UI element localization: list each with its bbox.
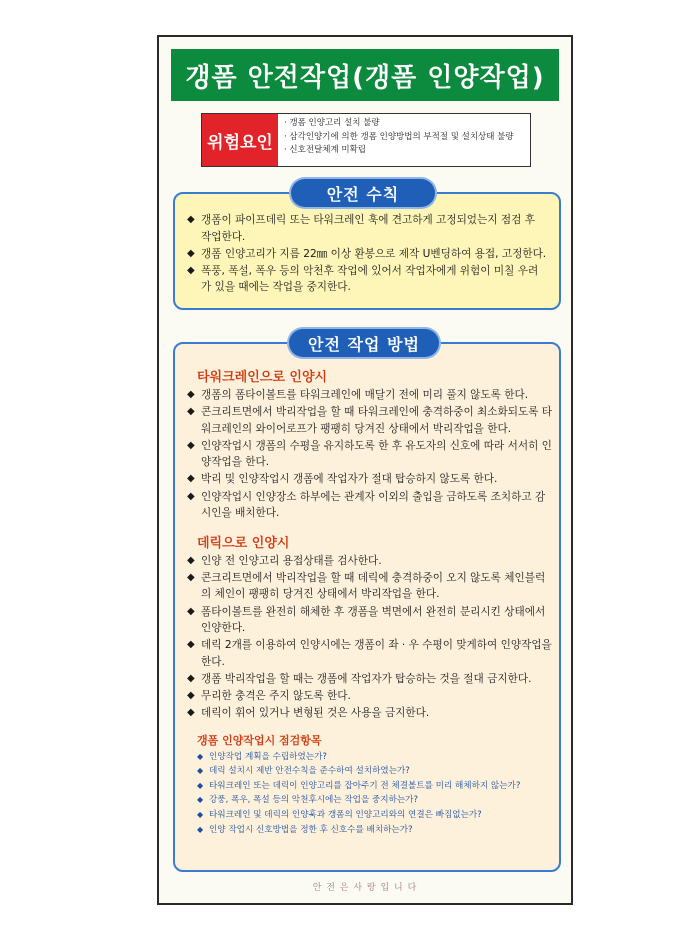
method-item: ◆ 갱폼의 폼타이볼트를 타워크레인에 매달기 전에 미리 풀지 않도록 한다. [187, 387, 555, 404]
footer-slogan: 안 전 은 사 랑 입 니 다 [312, 883, 418, 893]
method-item: ◆ 폼타이볼트를 완전히 해체한 후 갱폼을 벽면에서 완전히 분리시킨 상태에서 인양한다. [187, 605, 546, 635]
diamond-bullet-icon: ◆ [187, 264, 195, 276]
hazard-list [278, 114, 514, 166]
checklist-item: ◆ 인양작업 계획을 수립하였는가? [197, 750, 555, 765]
hazard-item: · 신호전달체계 미확립 [284, 145, 367, 155]
checklist-item: ◆ 타워크레인 및 데릭의 인양훅과 갱폼의 인양고리와의 연결은 빠짐없는가? [197, 808, 555, 823]
diamond-bullet-icon: ◆ [187, 554, 195, 566]
checklist [185, 750, 555, 838]
derrick-subtitle: 데릭으로 인양시 [197, 535, 290, 551]
diamond-bullet-icon: ◆ [187, 389, 195, 400]
diamond-bullet-icon: ◆ [197, 824, 204, 834]
method-item: ◆ 데릭이 휘어 있거나 변형된 것은 사용을 금지한다. [187, 705, 555, 722]
method-item: ◆ 갱폼 박리작업을 할 때는 갱폼에 작업자가 탑승하는 것을 절대 금지한다. [187, 671, 555, 688]
method-item: ◆ 인양작업시 갱폼의 수평을 유지하도록 한 후 유도자의 신호에 따라 서서히 인양작업을 한다. [187, 439, 552, 469]
checklist-item: ◆ 타워크레인 또는 데릭이 인양고리를 잡아주기 전 체결볼트를 미리 해체하지 않는가? [197, 779, 555, 794]
diamond-bullet-icon: ◆ [187, 439, 195, 451]
method-item: ◆ 인양 전 인양고리 용접상태를 검사한다. [187, 553, 555, 570]
method-item: ◆ 콘크리트면에서 박리작업을 할 때 데릭에 충격하중이 오지 않도록 체인블럭의 체인이 팽팽히 당겨진 상태에서 박리작업을 한다. [187, 571, 546, 601]
diamond-bullet-icon: ◆ [187, 406, 195, 418]
hazard-factors-box [201, 113, 531, 167]
method-item: ◆ 콘크리트면에서 박리작업을 할 때 타워크레인에 충격하중이 최소화되도록 타워크레인의 와이어로프가 팽팽히 당겨진 상태에서 박리작업을 한다. [187, 406, 553, 435]
checklist-item: ◆ 인양 작업시 신호방법을 정한 후 신호수를 배치하는가? [197, 823, 555, 838]
rule-item: ◆ 폭풍, 폭설, 폭우 등의 악천후 작업에 있어서 작업자에게 위험이 미칠 우려가 있을 때에는 작업을 중지한다. [187, 264, 539, 294]
diamond-bullet-icon: ◆ [187, 247, 195, 259]
diamond-bullet-icon: ◆ [187, 639, 195, 651]
checklist-item: ◆ 강풍, 폭우, 폭설 등의 악천후시에는 작업을 중지하는가? [197, 793, 555, 808]
hazard-item: · 갱폼 인양고리 설치 불량 [284, 118, 380, 128]
work-method-heading: 안전 작업 방법 [289, 329, 439, 357]
diamond-bullet-icon: ◆ [187, 707, 195, 719]
derrick-list [187, 553, 555, 722]
diamond-bullet-icon: ◆ [197, 766, 204, 776]
safety-rules-box [173, 192, 561, 310]
diamond-bullet-icon: ◆ [187, 473, 195, 485]
diamond-bullet-icon: ◆ [187, 672, 195, 684]
tower-crane-subtitle: 타워크레인으로 인양시 [197, 370, 328, 385]
method-item: ◆ 박리 및 인양작업시 갱폼에 작업자가 절대 탑승하지 않도록 한다. [187, 471, 555, 488]
diamond-bullet-icon: ◆ [197, 751, 204, 761]
method-item: ◆ 무리한 충격은 주지 않도록 한다. [187, 688, 555, 705]
safety-rules-list [187, 212, 547, 296]
safety-rules-heading: 안전 수칙 [291, 179, 435, 207]
diamond-bullet-icon: ◆ [197, 780, 204, 790]
safety-poster [157, 35, 573, 905]
diamond-bullet-icon: ◆ [187, 571, 195, 583]
diamond-bullet-icon: ◆ [197, 795, 204, 805]
hazard-item: · 삼각인양기에 의한 갱폼 인양방법의 부적절 및 설치상태 불량 [284, 131, 514, 142]
checklist-title: 갱폼 인양작업시 점검항목 [197, 733, 322, 747]
method-item: ◆ 데릭 2개를 이용하여 인양시에는 갱폼이 좌 · 우 수평이 맞게하여 인양작업을 한다. [187, 639, 552, 668]
rule-item: ◆ 갱폼 인양고리가 지름 22㎜ 이상 환봉으로 제작 U벤딩하여 용접, 고정한다. [187, 246, 547, 263]
method-item: ◆ 인양작업시 인양장소 하부에는 관계자 이외의 출입을 금하도록 조치하고 감시인을 배치한다. [187, 490, 546, 520]
tower-crane-list [187, 387, 555, 522]
diamond-bullet-icon: ◆ [187, 214, 195, 225]
hazard-label: 위험요인 [202, 114, 278, 166]
rule-item: ◆ 갱폼이 파이프데릭 또는 타워크레인 훅에 견고하게 고정되었는지 점검 후 작업한다. [187, 214, 535, 243]
diamond-bullet-icon: ◆ [187, 605, 195, 617]
diamond-bullet-icon: ◆ [187, 490, 195, 502]
diamond-bullet-icon: ◆ [197, 810, 204, 820]
checklist-item: ◆ 데릭 설치시 제반 안전수칙을 준수하여 설치하였는가? [197, 764, 555, 779]
diamond-bullet-icon: ◆ [187, 690, 195, 701]
poster-title: 갱폼 안전작업(갱폼 인양작업) [171, 49, 559, 101]
work-method-box [173, 342, 561, 872]
